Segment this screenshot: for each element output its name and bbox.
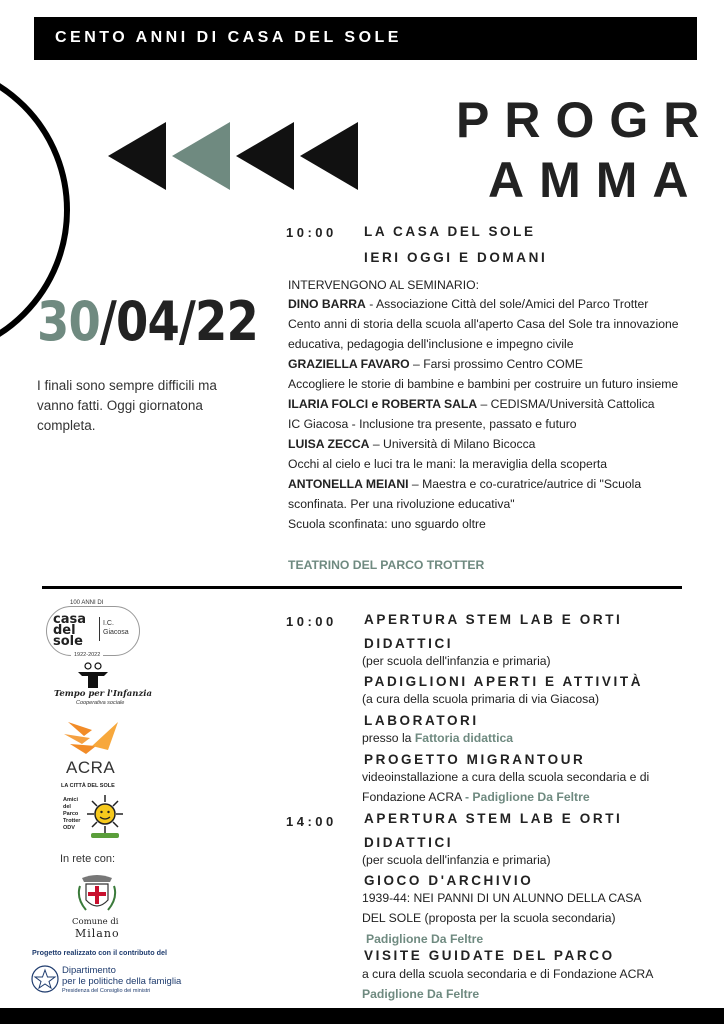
activity-place: Padiglione Da Feltre bbox=[362, 987, 480, 1001]
network-label: In rete con: bbox=[60, 853, 116, 865]
footer-bar bbox=[0, 1008, 724, 1024]
citta-del-sole-logo bbox=[55, 783, 135, 845]
italian-emblem-icon bbox=[30, 964, 60, 994]
acra-logo bbox=[62, 716, 122, 776]
speaker-talk: educativa, pedagogia dell'inclusione e impegno civile bbox=[288, 337, 574, 351]
date-day: 30 bbox=[37, 290, 100, 353]
logo-text: per le politiche della famiglia bbox=[62, 976, 182, 987]
speaker-role: – Maestra e co-curatrice/autrice di "Scuola bbox=[408, 477, 642, 491]
logo-text: 100 ANNI DI bbox=[67, 600, 106, 606]
banner-title: CENTO ANNI DI CASA DEL SOLE bbox=[55, 29, 402, 46]
activity-sub: (per scuola dell'infanzia e primaria) bbox=[362, 654, 551, 668]
logo-text-line: sole bbox=[53, 634, 83, 649]
speaker-name: GRAZIELLA FAVARO bbox=[288, 357, 410, 371]
logo-text: 1922-2022 bbox=[71, 652, 103, 658]
funding-note: Progetto realizzato con il contributo del bbox=[32, 948, 167, 957]
activity-sub: (per scuola dell'infanzia e primaria) bbox=[362, 853, 551, 867]
logo-text: Milano bbox=[75, 927, 120, 940]
speaker-role: - Associazione Città del sole/Amici del Parco Trotter bbox=[365, 297, 649, 311]
logo-text: Cooperativa sociale bbox=[76, 700, 125, 706]
activity-sub-text: Fondazione ACRA bbox=[362, 790, 465, 804]
speaker-role: – Farsi prossimo Centro COME bbox=[409, 357, 584, 371]
speaker-talk: IC Giacosa - Inclusione tra presente, passato e futuro bbox=[288, 417, 577, 431]
morning-time: 10:00 bbox=[286, 225, 337, 240]
logo-text-line: del bbox=[53, 623, 76, 638]
activity-sub: videoinstallazione a cura della scuola secondaria e di bbox=[362, 770, 650, 784]
logo-text: Presidenza del Consiglio dei ministri bbox=[62, 988, 151, 994]
logo-text: LA CITTÀ DEL SOLE bbox=[61, 783, 115, 789]
speaker-line bbox=[288, 397, 655, 411]
activity-sub bbox=[362, 790, 590, 804]
tempo-infanzia-logo bbox=[54, 662, 153, 706]
logo-text-line: ODV bbox=[63, 825, 75, 831]
logo-text-line: casa bbox=[53, 612, 86, 627]
activity-place: Fattoria didattica bbox=[414, 731, 514, 745]
speaker-role: – CEDISMA/Università Cattolica bbox=[477, 397, 655, 411]
logo-text-line: Amici bbox=[63, 797, 78, 803]
logo-text bbox=[53, 614, 86, 647]
speaker-line bbox=[288, 297, 648, 311]
logo-text: Tempo per l'Infanzia bbox=[54, 689, 153, 699]
section-divider bbox=[42, 586, 682, 589]
sun-icon bbox=[85, 793, 125, 839]
logo-text-line: del bbox=[63, 804, 71, 810]
activity-title: DIDATTICI bbox=[364, 636, 454, 651]
children-figures-icon bbox=[54, 662, 134, 690]
activity-time-1: 10:00 bbox=[286, 614, 337, 629]
speaker-role: – Università di Milano Bicocca bbox=[369, 437, 536, 451]
event-date bbox=[37, 290, 258, 353]
activity-sub bbox=[362, 731, 513, 745]
activity-sub: DEL SOLE (proposta per la scuola secondaria) bbox=[362, 911, 616, 925]
morning-venue: TEATRINO DEL PARCO TROTTER bbox=[288, 558, 485, 572]
acra-bird-icon bbox=[62, 716, 122, 758]
activity-time-2: 14:00 bbox=[286, 814, 337, 829]
activity-title: VISITE GUIDATE DEL PARCO bbox=[364, 948, 615, 963]
header-banner bbox=[34, 17, 697, 60]
dipartimento-logo bbox=[30, 962, 200, 998]
activity-place: Padiglione Da Feltre bbox=[366, 932, 484, 946]
morning-title-2: IERI OGGI E DOMANI bbox=[364, 250, 548, 265]
date-rest: /04/22 bbox=[99, 290, 258, 353]
rewind-arrows-icon bbox=[108, 118, 368, 194]
logo-text: Comune di bbox=[72, 917, 119, 927]
activity-title: LABORATORI bbox=[364, 713, 479, 728]
speaker-line bbox=[288, 437, 535, 451]
activity-sub: a cura della scuola secondaria e di Fondazione ACRA bbox=[362, 967, 654, 981]
speaker-line bbox=[288, 477, 641, 491]
page-title bbox=[456, 90, 714, 210]
logo-separator bbox=[99, 617, 100, 641]
activity-title: APERTURA STEM LAB E ORTI bbox=[364, 811, 623, 826]
logo-text-line: I.C. bbox=[103, 620, 114, 627]
speaker-role-cont: sconfinata. Per una rivoluzione educativa" bbox=[288, 497, 515, 511]
title-line-1: PROGR bbox=[456, 92, 715, 148]
speaker-talk: Occhi al cielo e luci tra le mani: la meraviglia della scoperta bbox=[288, 457, 608, 471]
activity-title: PADIGLIONI APERTI E ATTIVITÀ bbox=[364, 674, 644, 689]
seminar-intro: INTERVENGONO AL SEMINARIO: bbox=[288, 278, 479, 292]
logo-text: Dipartimento bbox=[62, 965, 116, 976]
speaker-talk: Scuola sconfinata: uno sguardo oltre bbox=[288, 517, 486, 531]
morning-title-1: LA CASA DEL SOLE bbox=[364, 224, 536, 239]
speaker-name: DINO BARRA bbox=[288, 297, 366, 311]
logo-text bbox=[63, 797, 80, 832]
speaker-talk: Cento anni di storia della scuola all'aperto Casa del Sole tra innovazione bbox=[288, 317, 679, 331]
logo-text bbox=[103, 619, 129, 637]
logo-text-line: Parco bbox=[63, 811, 79, 817]
date-note: I finali sono sempre difficili ma vanno fatti. Oggi giornatona completa. bbox=[37, 378, 217, 433]
speaker-line bbox=[288, 357, 583, 371]
activity-place: - Padiglione Da Feltre bbox=[464, 790, 590, 804]
logo-text: ACRA bbox=[66, 758, 116, 777]
activity-sub: (a cura della scuola primaria di via Giacosa) bbox=[362, 692, 600, 706]
activity-sub-text: presso la bbox=[362, 731, 415, 745]
casa-del-sole-logo bbox=[46, 600, 140, 658]
title-line-2: AMMA bbox=[488, 152, 704, 208]
activity-title: PROGETTO MIGRANTOUR bbox=[364, 752, 586, 767]
logo-text-line: Trotter bbox=[63, 818, 81, 824]
activity-title: DIDATTICI bbox=[364, 835, 454, 850]
comune-milano-logo bbox=[74, 870, 120, 940]
speaker-name: ANTONELLA MEIANI bbox=[288, 477, 409, 491]
speaker-talk: Accogliere le storie di bambine e bambini per costruire un futuro insieme bbox=[288, 377, 679, 391]
activity-sub: 1939-44: NEI PANNI DI UN ALUNNO DELLA CASA bbox=[362, 891, 642, 905]
speaker-name: ILARIA FOLCI e ROBERTA SALA bbox=[288, 397, 478, 411]
activity-title: GIOCO D'ARCHIVIO bbox=[364, 873, 534, 888]
speaker-name: LUISA ZECCA bbox=[288, 437, 370, 451]
activity-title: APERTURA STEM LAB E ORTI bbox=[364, 612, 623, 627]
milano-crest-icon bbox=[74, 870, 120, 916]
logo-text-line: Giacosa bbox=[103, 629, 129, 636]
